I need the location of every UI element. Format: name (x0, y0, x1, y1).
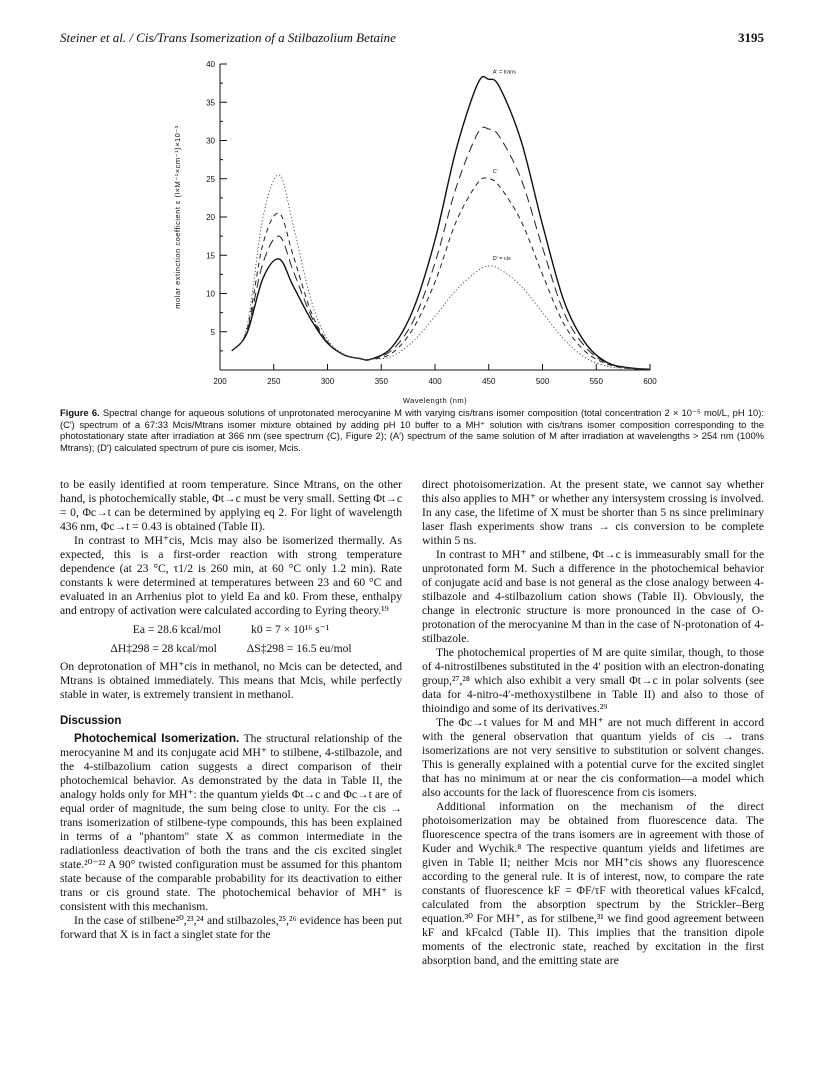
figure-caption (60, 407, 764, 453)
equation-enthalpy: ΔH‡298 = 28 kcal/mol (110, 642, 217, 655)
x-tick-label-250: 250 (267, 377, 281, 386)
equation-row (60, 622, 402, 637)
right-column (422, 478, 764, 968)
paragraph-text: The structural relationship of the merocyanine M and its conjugate acid MH⁺ to stilbene, 4-stilbazole, and the 4-stilbazolium cation suggests a direct comparison of their photochemical behavior. As demonstrated by the data in Table II, the analogy holds only for MH⁺: the quantum yields Φt→c and Φc→t are of equal order of magnitude, the sum being close to unity. For the cis → trans isomerization of stilbene-type compounds, this has been explained in terms of a "phantom" state X as common intermediate in the radiationless deactivation of both the trans and the cis excited singlet state.²⁰⁻²² A 90° twisted configuration must be assumed for this phantom state because of the comparable probability for its deactivation to either trans or cis ground state. The photochemical behavior of MH⁺ is consistent with this mechanism. (60, 732, 402, 913)
x-axis-label: Wavelength (nm) (402, 396, 468, 405)
y-tick-label-40: 40 (206, 60, 215, 69)
series-label-4: D' = cis (492, 255, 511, 262)
x-tick-label-200: 200 (213, 377, 227, 386)
running-title: Steiner et al. / Cis/Trans Isomerization of a Stilbazolium Betaine (60, 30, 396, 45)
run-in-heading: Photochemical Isomerization. (74, 732, 240, 745)
y-tick-label-35: 35 (206, 98, 215, 108)
x-tick-label-300: 300 (320, 377, 335, 386)
paragraph: The Φc→t values for M and MH⁺ are not much different in accord with the general observation that quantum yields of cis → trans isomerizations are not very sensitive to substitution or solvent changes. This is generally explained with a potential curve for the excited singlet that has no minimum at or near the cis conformation—a model which also accounts for the lack of fluorescence from cis isomers. (422, 716, 764, 799)
series-line-1 (232, 77, 650, 370)
paragraph (60, 732, 402, 914)
series-label-3: C' (492, 168, 498, 175)
y-tick-label-10: 10 (206, 289, 215, 299)
paragraph: On deprotonation of MH⁺cis in methanol, no Mcis can be detected, and Mtrans is obtained immediately. This means that Mcis, while perfectly stable in water, is extremely transient in methanol. (60, 660, 402, 701)
paragraph: direct photoisomerization. At the present state, we cannot say whether this also applies to MH⁺ or whether any intersystem crossing is involved. In any case, the lifetime of X must be shorter than 5 ns since preliminary laser flash experiments show trans → cis conversion to be complete within 5 ns. (422, 478, 764, 547)
running-header (60, 30, 764, 46)
series-line-4 (232, 175, 650, 369)
y-axis-label: molar extinction coefficient ε (l×M⁻¹×cm⁻¹)×10⁻³ (173, 125, 182, 309)
paragraph: The photochemical properties of M are quite similar, though, to those of 4-nitrostilbenes substituted in the 4′ position with an electron-donating group,²⁷,²⁸ which also exhibit a very small Φt→c in polar solvents (see data for 4-nitro-4′-methoxystilbene in Table II) and also to those of thioindigo and some of its derivatives.²⁹ (422, 646, 764, 715)
left-column (60, 478, 402, 942)
x-tick-label-350: 350 (374, 377, 388, 386)
y-tick-label-30: 30 (206, 136, 215, 146)
paragraph: In the case of stilbene²⁰,²³,²⁴ and stilbazoles,²⁵,²⁶ evidence has been put forward that X is in fact a singlet state for the (60, 914, 402, 941)
figure-caption-text: Spectral change for aqueous solutions of unprotonated merocyanine M with varying cis/trans isomer composition (total concentration 2 × 10⁻⁵ mol/L, pH 10): (C′) spectrum of a 67:33 Mcis/Mtrans isomer mixture obtained by adding pH 10 buffer to a MH⁺ solution with cis/trans isomer composition corresponding to the photostationary state after irradiation at 366 nm (see spectrum (C), Figure 2); (A′) spectrum of the same solution of M after irradiation at wavelengths > 254 nm (100% Mtrans); (D′) calculated spectrum of pure cis isomer, Mcis. (60, 407, 764, 453)
equation-activation-energy: Ea = 28.6 kcal/mol (132, 623, 222, 636)
section-heading: Discussion (60, 715, 122, 727)
chart-labels (173, 60, 657, 405)
paragraph: In contrast to MH⁺cis, Mcis may also be isomerized thermally. As expected, this is a first-order reaction with strong temperature dependence (at 23 °C, τ1/2 is 260 min, at 60 °C only 1.2 min). Rate constants k were determined at temperatures between 23 and 60 °C and evaluated in an Arrhenius plot to yield Ea and k0. From these, enthalpy and entropy of activation were calculated according to Eyring theory.¹⁹ (60, 534, 402, 617)
series-line-2 (232, 127, 650, 369)
x-tick-label-550: 550 (589, 377, 603, 386)
page-number: 3195 (738, 30, 764, 45)
paragraph: to be easily identified at room temperature. Since Mtrans, on the other hand, is photochemically stable, Φt→c must be very small. Setting Φt→c = 0, Φc→t can be determined by applying eq 2. For light of wavelength 436 nm, Φc→t = 0.43 is obtained (Table II). (60, 478, 402, 533)
x-tick-label-600: 600 (643, 377, 657, 386)
series-label-1: A' = trans (492, 69, 516, 76)
x-tick-label-450: 450 (482, 377, 496, 386)
equation-entropy: ΔS‡298 = 16.5 eu/mol (246, 642, 352, 655)
chart-axes (220, 64, 650, 370)
y-tick-label-25: 25 (206, 174, 215, 184)
equation-row (60, 641, 402, 656)
y-tick-label-20: 20 (206, 213, 215, 222)
paragraph: Additional information on the mechanism of the direct photoisomerization may be obtained from fluorescence data. The fluorescence spectra of the trans isomers are in agreement with those of Kuder and Wychik.⁸ The respective quantum yields and lifetimes are given in Table II; neither Mcis nor MH⁺cis shows any fluorescence according to the general rule. It is of interest, now, to compare the rate constants of fluorescence kF = ΦF/τF with theoretical values kFcalcd, calculated from the absorption spectrum by the Strickler–Berg equation.³⁰ For MH⁺, as for stilbene,³¹ we find good agreement between kF and kFcalcd (Table II). This implies that the transition dipole moments of the electronic state, reached by excitation in the first absorption band, and the emitting state are (422, 800, 764, 967)
chart-series (232, 77, 650, 370)
y-tick-label-15: 15 (206, 251, 215, 261)
absorption-spectrum-chart (60, 52, 764, 410)
equation-preexponential: k0 = 7 × 10¹⁶ s⁻¹ (251, 623, 330, 636)
y-tick-label-5: 5 (210, 327, 215, 337)
paragraph: In contrast to MH⁺ and stilbene, Φt→c is immeasurably small for the unprotonated form M. Such a difference in the photochemical behavior of conjugate acid and base is not general as the close analogy between 4-stilbazole and 4-stilbazolium cation shows (Table II). Obviously, the change in electronic structure is more pronounced in the case of O-protonation of the merocyanine M than in the case of N-protonation of 4-stilbazole. (422, 548, 764, 645)
x-tick-label-400: 400 (428, 377, 442, 386)
x-tick-label-500: 500 (535, 377, 550, 386)
figure-label: Figure 6. (60, 407, 100, 418)
